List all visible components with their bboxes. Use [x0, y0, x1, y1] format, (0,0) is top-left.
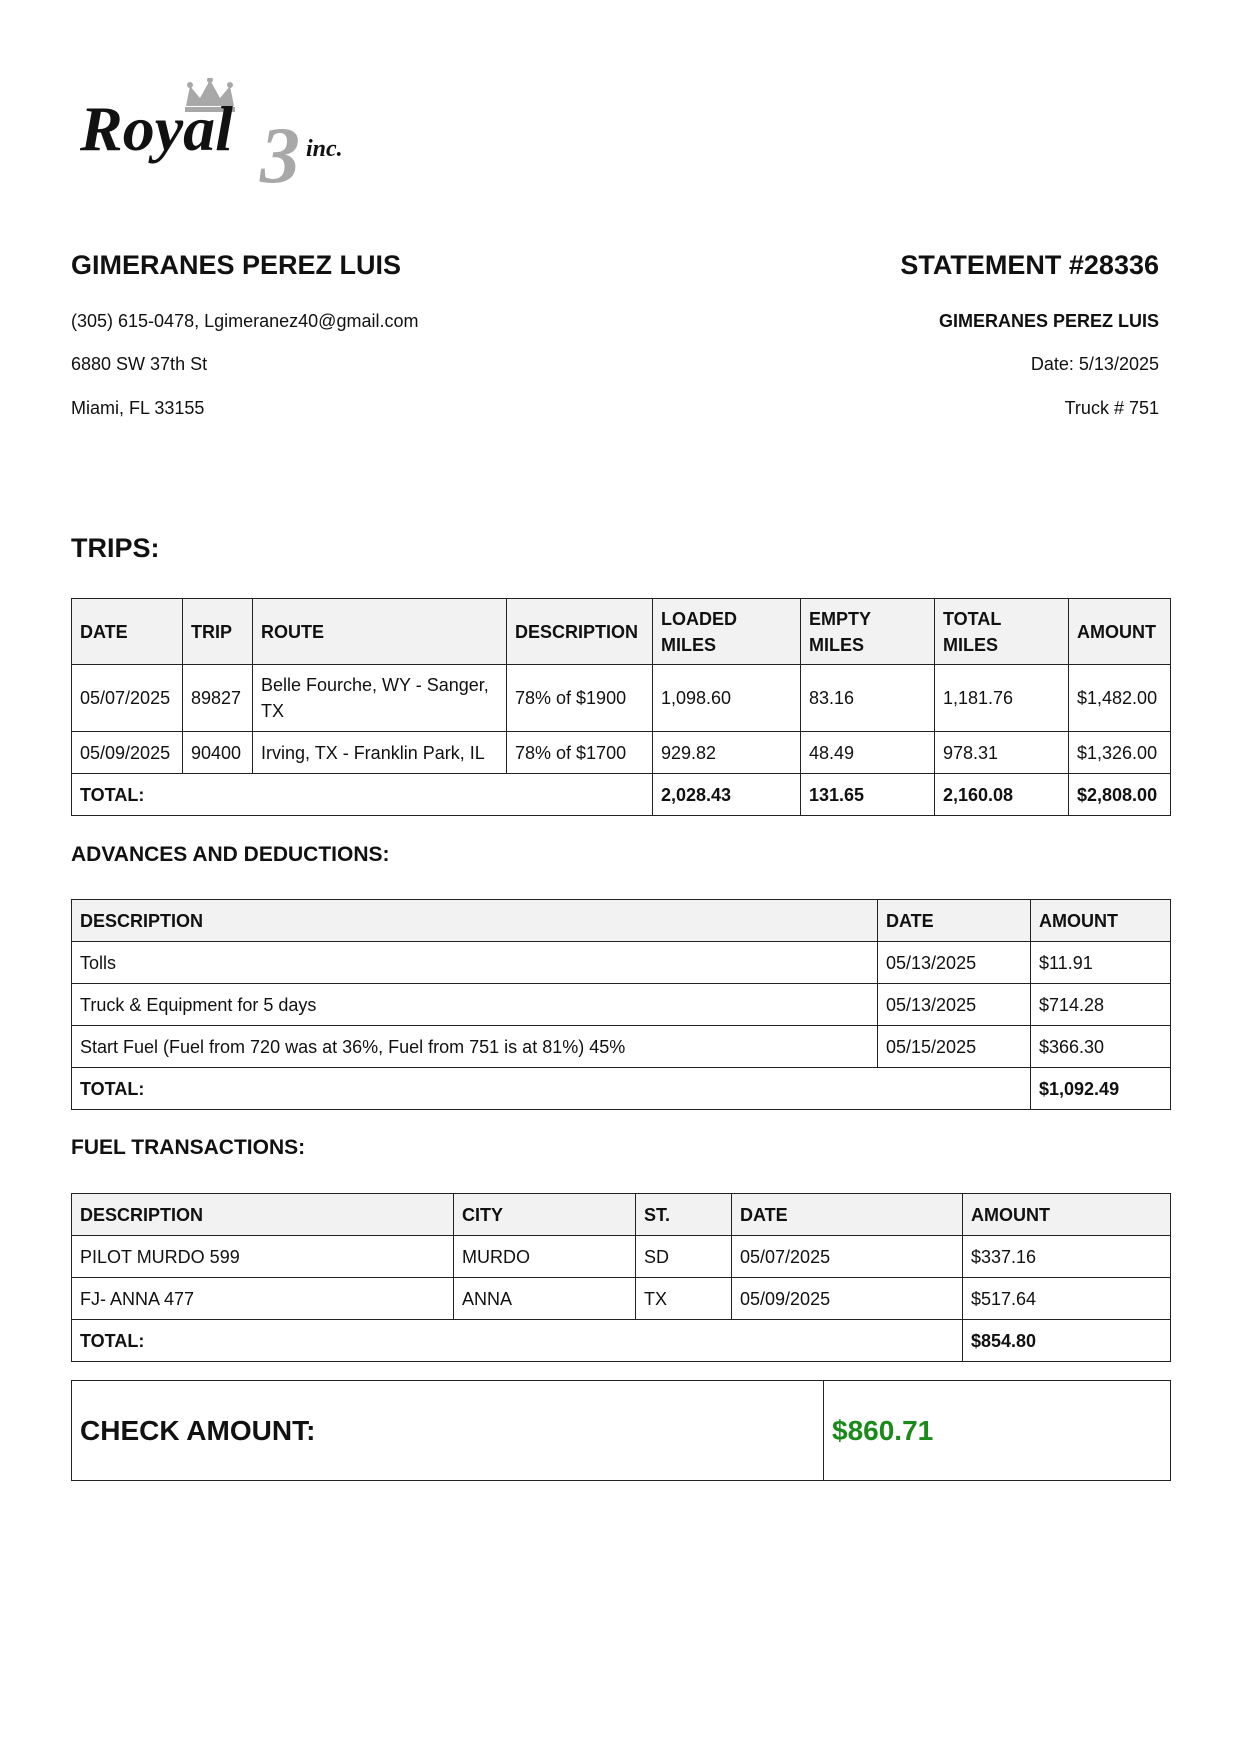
trip-route: Irving, TX - Franklin Park, IL	[253, 732, 507, 774]
logo-suffix: inc.	[306, 136, 343, 162]
deduction-date: 05/15/2025	[878, 1026, 1031, 1068]
check-amount-label: CHECK AMOUNT:	[72, 1381, 824, 1481]
driver-address-line1: 6880 SW 37th St	[71, 354, 208, 374]
check-amount-box	[71, 1380, 1171, 1481]
col-header-description: DESCRIPTION	[72, 900, 878, 942]
deduction-amount: $714.28	[1031, 984, 1171, 1026]
statement-driver-name: GIMERANES PEREZ LUIS	[938, 311, 1159, 331]
col-header-amount: AMOUNT	[963, 1194, 1171, 1236]
table-row	[72, 1026, 1171, 1068]
driver-address-line2: Miami, FL 33155	[71, 398, 205, 418]
col-header-total-miles: TOTAL MILES	[935, 599, 1069, 665]
fuel-table	[71, 1193, 1171, 1362]
fuel-amount: $517.64	[963, 1278, 1171, 1320]
trip-empty-miles: 48.49	[801, 732, 935, 774]
deductions-total-label: TOTAL:	[72, 1068, 1031, 1110]
col-header-loaded-miles: LOADED MILES	[653, 599, 801, 665]
trip-number: 90400	[183, 732, 253, 774]
deductions-table	[71, 899, 1171, 1110]
col-header-state: ST.	[636, 1194, 732, 1236]
trips-total-loaded: 2,028.43	[653, 774, 801, 816]
fuel-description: PILOT MURDO 599	[72, 1236, 454, 1278]
trips-total-empty: 131.65	[801, 774, 935, 816]
trip-total-miles: 978.31	[935, 732, 1069, 774]
trip-date: 05/09/2025	[72, 732, 183, 774]
col-header-trip: TRIP	[183, 599, 253, 665]
fuel-city: MURDO	[454, 1236, 636, 1278]
statement-date: Date: 5/13/2025	[1030, 354, 1159, 374]
trip-total-miles: 1,181.76	[935, 665, 1069, 732]
company-logo	[78, 78, 388, 188]
col-header-date: DATE	[732, 1194, 963, 1236]
fuel-date: 05/09/2025	[732, 1278, 963, 1320]
fuel-total-row	[72, 1320, 1171, 1362]
col-header-description: DESCRIPTION	[72, 1194, 454, 1236]
col-header-amount: AMOUNT	[1069, 599, 1171, 665]
table-row	[72, 984, 1171, 1026]
table-row	[72, 665, 1171, 732]
fuel-header-row	[72, 1194, 1171, 1236]
col-header-date: DATE	[878, 900, 1031, 942]
fuel-city: ANNA	[454, 1278, 636, 1320]
fuel-total-label: TOTAL:	[72, 1320, 963, 1362]
fuel-state: SD	[636, 1236, 732, 1278]
col-header-empty-miles: EMPTY MILES	[801, 599, 935, 665]
table-row	[72, 1278, 1171, 1320]
trip-date: 05/07/2025	[72, 665, 183, 732]
table-row	[72, 942, 1171, 984]
fuel-amount: $337.16	[963, 1236, 1171, 1278]
deductions-total-row	[72, 1068, 1171, 1110]
driver-name: GIMERANES PEREZ LUIS	[71, 250, 402, 280]
fuel-total-amount: $854.80	[963, 1320, 1171, 1362]
deduction-date: 05/13/2025	[878, 942, 1031, 984]
trip-amount: $1,482.00	[1069, 665, 1171, 732]
trip-description: 78% of $1900	[507, 665, 653, 732]
table-row	[72, 732, 1171, 774]
logo-brand: Royal	[80, 93, 233, 164]
deduction-amount: $366.30	[1031, 1026, 1171, 1068]
trip-loaded-miles: 929.82	[653, 732, 801, 774]
col-header-date: DATE	[72, 599, 183, 665]
fuel-state: TX	[636, 1278, 732, 1320]
trip-amount: $1,326.00	[1069, 732, 1171, 774]
statement-title: STATEMENT #28336	[900, 250, 1159, 280]
trip-number: 89827	[183, 665, 253, 732]
col-header-route: ROUTE	[253, 599, 507, 665]
check-amount-value: $860.71	[824, 1381, 1171, 1481]
deduction-date: 05/13/2025	[878, 984, 1031, 1026]
trips-header-row	[72, 599, 1171, 665]
deduction-description: Start Fuel (Fuel from 720 was at 36%, Fuel from 751 is at 81%) 45%	[72, 1026, 878, 1068]
deductions-header-row	[72, 900, 1171, 942]
fuel-description: FJ- ANNA 477	[72, 1278, 454, 1320]
fuel-date: 05/07/2025	[732, 1236, 963, 1278]
fuel-heading: FUEL TRANSACTIONS:	[71, 1136, 306, 1159]
deductions-total-amount: $1,092.49	[1031, 1068, 1171, 1110]
col-header-amount: AMOUNT	[1031, 900, 1171, 942]
trips-total-label: TOTAL:	[72, 774, 653, 816]
trips-table	[71, 598, 1171, 816]
trip-description: 78% of $1700	[507, 732, 653, 774]
deduction-description: Truck & Equipment for 5 days	[72, 984, 878, 1026]
table-row	[72, 1236, 1171, 1278]
trips-heading: TRIPS:	[71, 533, 160, 563]
royal-3-logo	[78, 78, 388, 188]
driver-contact: (305) 615-0478, Lgimeranez40@gmail.com	[71, 311, 419, 331]
trips-total-miles: 2,160.08	[935, 774, 1069, 816]
trips-total-row	[72, 774, 1171, 816]
col-header-city: CITY	[454, 1194, 636, 1236]
deduction-amount: $11.91	[1031, 942, 1171, 984]
logo-number: 3	[260, 112, 300, 188]
statement-truck: Truck # 751	[1064, 398, 1159, 418]
deductions-heading: ADVANCES AND DEDUCTIONS:	[71, 843, 390, 866]
trip-loaded-miles: 1,098.60	[653, 665, 801, 732]
deduction-description: Tolls	[72, 942, 878, 984]
trips-total-amount: $2,808.00	[1069, 774, 1171, 816]
trip-empty-miles: 83.16	[801, 665, 935, 732]
trip-route: Belle Fourche, WY - Sanger, TX	[253, 665, 507, 732]
col-header-description: DESCRIPTION	[507, 599, 653, 665]
